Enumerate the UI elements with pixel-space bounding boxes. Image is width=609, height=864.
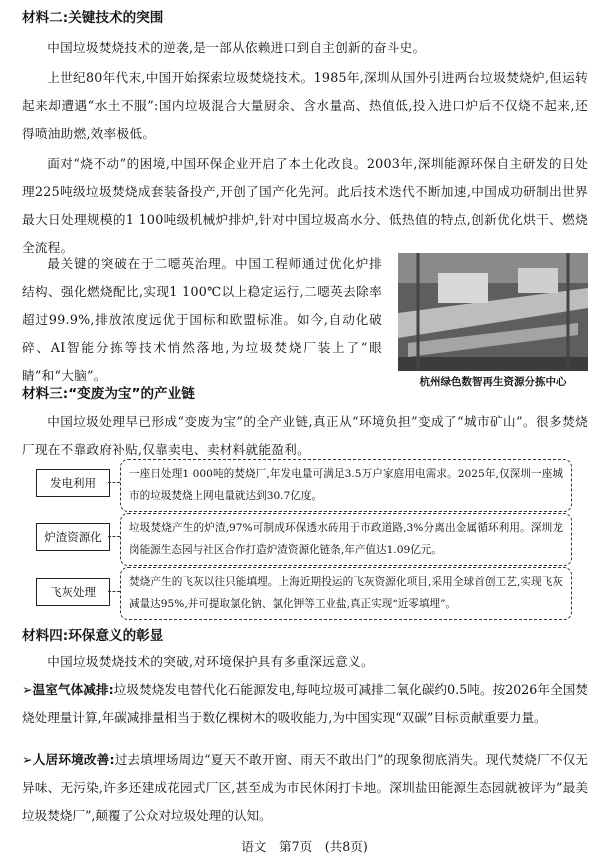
- material-2-heading: 材料二:关键技术的突围: [22, 10, 164, 26]
- material-4-heading: 材料四:环保意义的彰显: [22, 628, 164, 644]
- bullet-label: 人居环境改善:: [32, 752, 115, 767]
- connector: [108, 482, 120, 483]
- tag-power-generation: 发电利用: [36, 469, 110, 497]
- m4-paragraph-1: 中国垃圾焚烧技术的突破,对环境保护具有多重深远意义。: [47, 654, 374, 669]
- m2-paragraph-3: 面对“烧不动”的困境,中国环保企业开启了本土化改良。2003年,深圳能源环保自主研发的日处理225吨级垃圾焚烧成套装备投产,开创了国产化先河。此后技术迭代不断加速,中国成功研制出世界最大日处理规模的1 100吨级机械炉排炉,针对中国垃圾高水分、低热值的特点,创新优化烘干、燃烧全流程。: [22, 156, 588, 255]
- bullet-text: 垃圾焚烧发电替代化石能源发电,每吨垃圾可减排二氧化碳约0.5吨。按2026年全国焚烧处理量计算,年碳减排量相当于数亿棵树木的吸收能力,为中国实现“双碳”目标贡献重要力量。: [22, 682, 588, 725]
- m2-paragraph-2: 上世纪80年代末,中国开始探索垃圾焚烧技术。1985年,深圳从国外引进两台垃圾焚烧炉,但运转起来却遭遇“水土不服”:国内垃圾混合大量厨余、含水量高、热值低,投入进口炉后不仅烧不起来,还得喷油助燃,效率极低。: [22, 70, 588, 141]
- power-generation-box: 一座日处理1 000吨的焚烧厂,年发电量可满足3.5万户家庭用电需求。2025年,仅深圳一座城市的垃圾焚烧上网电量就达到30.7亿度。: [120, 459, 572, 512]
- fly-ash-box: 焚烧产生的飞灰以往只能填埋。上海近期投运的飞灰资源化项目,采用全球首创工艺,实现飞灰减量达95%,并可提取氯化钠、氯化钾等工业盐,真正实现“近零填埋”。: [120, 567, 572, 620]
- connector: [108, 536, 120, 537]
- slag-recycling-box: 垃圾焚烧产生的炉渣,97%可制成环保透水砖用于市政道路,3%分离出金属循环利用。深圳龙岗能源生态园与社区合作打造炉渣资源化链条,年产值达1.09亿元。: [120, 513, 572, 566]
- page-footer: 语文 第7页 (共8页): [241, 839, 368, 854]
- bullet-emission-reduction: [22, 676, 588, 732]
- arrow-bullet-icon: ➢: [22, 682, 33, 697]
- m3-paragraph-1: 中国垃圾处理早已形成“变废为宝”的全产业链,真正从“环境负担”变成了“城市矿山”。很多焚烧厂现在不靠政府补贴,仅靠卖电、卖材料就能盈利。: [22, 414, 588, 457]
- tag-fly-ash: 飞灰处理: [36, 578, 110, 606]
- sorting-center-photo: [398, 253, 588, 371]
- tag-slag-recycling: 炉渣资源化: [36, 523, 110, 551]
- bullet-text: 过去填埋场周边“夏天不敢开窗、雨天不敢出门”的现象彻底消失。现代焚烧厂不仅无异味、无污染,许多还建成花园式厂区,甚至成为市民休闲打卡地。深圳盐田能源生态园就被评为“最美垃圾焚烧厂”,颠覆了公众对垃圾处理的认知。: [22, 752, 588, 823]
- connector: [108, 591, 120, 592]
- bullet-label: 温室气体减排:: [32, 682, 114, 697]
- photo-caption: 杭州绿色数智再生资源分拣中心: [419, 376, 567, 388]
- arrow-bullet-icon: ➢: [22, 752, 33, 767]
- m2-paragraph-1: 中国垃圾焚烧技术的逆袭,是一部从依赖进口到自主创新的奋斗史。: [47, 40, 426, 55]
- bullet-living-environment: [22, 746, 588, 830]
- material-3-heading: 材料三:“变废为宝”的产业链: [22, 386, 195, 402]
- m2-paragraph-4: 最关键的突破在于二噁英治理。中国工程师通过优化炉排结构、强化燃烧配比,实现1 100℃以上稳定运行,二噁英去除率超过99.9%,排放浓度远优于国标和欧盟标准。如今,自动化破碎、AI智能分拣等技术悄然落地,为垃圾焚烧厂装上了“眼睛”和“大脑”。: [22, 256, 382, 383]
